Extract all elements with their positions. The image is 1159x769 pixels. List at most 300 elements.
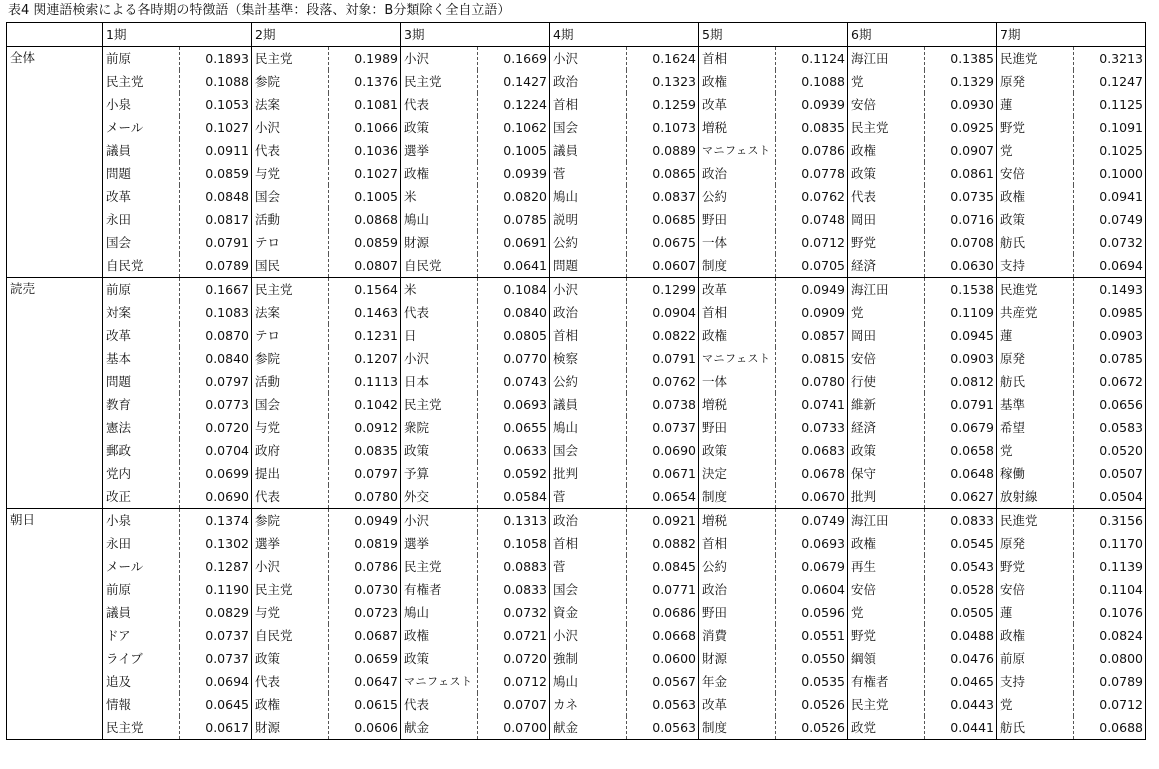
score-cell: 0.0941 bbox=[1074, 185, 1146, 208]
score-cell: 0.0770 bbox=[478, 347, 550, 370]
score-cell: 0.1564 bbox=[329, 278, 401, 302]
word-cell: テロ bbox=[252, 324, 329, 347]
score-cell: 0.1190 bbox=[180, 578, 252, 601]
word-cell: 自民党 bbox=[401, 254, 478, 278]
word-cell: 憲法 bbox=[103, 416, 180, 439]
score-cell: 0.0716 bbox=[925, 208, 997, 231]
score-cell: 0.0949 bbox=[776, 278, 848, 302]
table-row bbox=[7, 416, 1146, 439]
score-cell: 0.0807 bbox=[329, 254, 401, 278]
score-cell: 0.0820 bbox=[478, 185, 550, 208]
word-cell: 代表 bbox=[252, 485, 329, 509]
word-cell: 政党 bbox=[848, 716, 925, 740]
score-cell: 0.0780 bbox=[776, 370, 848, 393]
word-cell: 希望 bbox=[997, 416, 1074, 439]
score-cell: 0.0688 bbox=[1074, 716, 1146, 740]
score-cell: 0.1989 bbox=[329, 47, 401, 71]
word-cell: 党 bbox=[848, 301, 925, 324]
score-cell: 0.0848 bbox=[180, 185, 252, 208]
score-cell: 0.0507 bbox=[1074, 462, 1146, 485]
score-cell: 0.1113 bbox=[329, 370, 401, 393]
score-cell: 0.0615 bbox=[329, 693, 401, 716]
word-cell: 増税 bbox=[699, 393, 776, 416]
word-cell: 政治 bbox=[699, 162, 776, 185]
word-cell: 与党 bbox=[252, 162, 329, 185]
score-cell: 0.0859 bbox=[329, 231, 401, 254]
score-cell: 0.0704 bbox=[180, 439, 252, 462]
score-cell: 0.0904 bbox=[627, 301, 699, 324]
score-cell: 0.0749 bbox=[1074, 208, 1146, 231]
score-cell: 0.0668 bbox=[627, 624, 699, 647]
score-cell: 0.1000 bbox=[1074, 162, 1146, 185]
word-cell: 共産党 bbox=[997, 301, 1074, 324]
word-cell: 前原 bbox=[103, 47, 180, 71]
score-cell: 0.0647 bbox=[329, 670, 401, 693]
score-cell: 0.0824 bbox=[1074, 624, 1146, 647]
score-cell: 0.0815 bbox=[776, 347, 848, 370]
score-cell: 0.1376 bbox=[329, 70, 401, 93]
score-cell: 0.1463 bbox=[329, 301, 401, 324]
table-row bbox=[7, 670, 1146, 693]
score-cell: 0.0780 bbox=[329, 485, 401, 509]
word-cell: 議員 bbox=[103, 601, 180, 624]
word-cell: 一体 bbox=[699, 231, 776, 254]
word-cell: カネ bbox=[550, 693, 627, 716]
word-cell: 参院 bbox=[252, 70, 329, 93]
word-cell: 問題 bbox=[550, 254, 627, 278]
score-cell: 0.0930 bbox=[925, 93, 997, 116]
word-cell: 選挙 bbox=[401, 532, 478, 555]
word-cell: 民進党 bbox=[997, 509, 1074, 533]
word-cell: 献金 bbox=[550, 716, 627, 740]
score-cell: 0.0730 bbox=[329, 578, 401, 601]
score-cell: 0.0749 bbox=[776, 509, 848, 533]
word-cell: メール bbox=[103, 555, 180, 578]
word-cell: 政策 bbox=[401, 116, 478, 139]
word-cell: 公約 bbox=[550, 370, 627, 393]
score-cell: 0.1323 bbox=[627, 70, 699, 93]
score-cell: 0.0786 bbox=[329, 555, 401, 578]
word-cell: マニフェスト bbox=[699, 347, 776, 370]
score-cell: 0.0504 bbox=[1074, 485, 1146, 509]
word-cell: 政策 bbox=[252, 647, 329, 670]
score-cell: 0.0617 bbox=[180, 716, 252, 740]
score-cell: 0.0939 bbox=[478, 162, 550, 185]
word-cell: 小沢 bbox=[401, 509, 478, 533]
score-cell: 0.0868 bbox=[329, 208, 401, 231]
score-cell: 0.0707 bbox=[478, 693, 550, 716]
word-cell: 安倍 bbox=[848, 347, 925, 370]
score-cell: 0.0488 bbox=[925, 624, 997, 647]
table-row bbox=[7, 462, 1146, 485]
word-cell: 日本 bbox=[401, 370, 478, 393]
word-cell: 自民党 bbox=[252, 624, 329, 647]
word-cell: 民主党 bbox=[252, 278, 329, 302]
score-cell: 0.0737 bbox=[180, 647, 252, 670]
score-cell: 0.1124 bbox=[776, 47, 848, 71]
table-row bbox=[7, 254, 1146, 278]
score-cell: 0.0921 bbox=[627, 509, 699, 533]
header-period-4: 4期 bbox=[550, 23, 699, 47]
score-cell: 0.0679 bbox=[925, 416, 997, 439]
score-cell: 0.0700 bbox=[478, 716, 550, 740]
word-cell: 公約 bbox=[699, 555, 776, 578]
word-cell: 民主党 bbox=[103, 716, 180, 740]
header-period-7: 7期 bbox=[997, 23, 1146, 47]
score-cell: 0.0732 bbox=[478, 601, 550, 624]
table-row bbox=[7, 555, 1146, 578]
word-cell: 公約 bbox=[699, 185, 776, 208]
word-cell: 改革 bbox=[699, 693, 776, 716]
word-cell: 民主党 bbox=[401, 70, 478, 93]
score-cell: 0.0791 bbox=[627, 347, 699, 370]
score-cell: 0.0748 bbox=[776, 208, 848, 231]
word-cell: 永田 bbox=[103, 532, 180, 555]
word-cell: 舫氏 bbox=[997, 231, 1074, 254]
word-cell: 国会 bbox=[252, 393, 329, 416]
word-cell: 有権者 bbox=[848, 670, 925, 693]
score-cell: 0.3213 bbox=[1074, 47, 1146, 71]
table-row bbox=[7, 278, 1146, 302]
score-cell: 0.1299 bbox=[627, 278, 699, 302]
score-cell: 0.1081 bbox=[329, 93, 401, 116]
score-cell: 0.1025 bbox=[1074, 139, 1146, 162]
word-cell: 有権者 bbox=[401, 578, 478, 601]
word-cell: 政策 bbox=[401, 647, 478, 670]
score-cell: 0.0627 bbox=[925, 485, 997, 509]
word-cell: 選挙 bbox=[252, 532, 329, 555]
score-cell: 0.0797 bbox=[329, 462, 401, 485]
score-cell: 0.0526 bbox=[776, 693, 848, 716]
score-cell: 0.0672 bbox=[1074, 370, 1146, 393]
score-cell: 0.0567 bbox=[627, 670, 699, 693]
score-cell: 0.0771 bbox=[627, 578, 699, 601]
word-cell: 代表 bbox=[848, 185, 925, 208]
word-cell: 代表 bbox=[401, 693, 478, 716]
word-cell: 追及 bbox=[103, 670, 180, 693]
score-cell: 0.0600 bbox=[627, 647, 699, 670]
score-cell: 0.1042 bbox=[329, 393, 401, 416]
score-cell: 0.0833 bbox=[478, 578, 550, 601]
table-row bbox=[7, 485, 1146, 509]
word-cell: 党内 bbox=[103, 462, 180, 485]
score-cell: 0.0737 bbox=[627, 416, 699, 439]
word-cell: 経済 bbox=[848, 254, 925, 278]
word-cell: 党 bbox=[997, 139, 1074, 162]
word-cell: 小沢 bbox=[550, 624, 627, 647]
score-cell: 0.1624 bbox=[627, 47, 699, 71]
word-cell: 民主党 bbox=[252, 578, 329, 601]
score-cell: 0.0691 bbox=[478, 231, 550, 254]
score-cell: 0.0659 bbox=[329, 647, 401, 670]
word-cell: 鳩山 bbox=[550, 185, 627, 208]
word-cell: 消費 bbox=[699, 624, 776, 647]
word-cell: 原発 bbox=[997, 347, 1074, 370]
score-cell: 0.0645 bbox=[180, 693, 252, 716]
score-cell: 0.0563 bbox=[627, 693, 699, 716]
score-cell: 0.0812 bbox=[925, 370, 997, 393]
word-cell: 議員 bbox=[550, 393, 627, 416]
feature-word-table bbox=[6, 22, 1146, 740]
word-cell: 菅 bbox=[550, 162, 627, 185]
word-cell: 首相 bbox=[699, 301, 776, 324]
score-cell: 0.0708 bbox=[925, 231, 997, 254]
word-cell: 増税 bbox=[699, 509, 776, 533]
word-cell: 前原 bbox=[997, 647, 1074, 670]
word-cell: 支持 bbox=[997, 670, 1074, 693]
score-cell: 0.1066 bbox=[329, 116, 401, 139]
word-cell: 制度 bbox=[699, 254, 776, 278]
score-cell: 0.1083 bbox=[180, 301, 252, 324]
word-cell: 野田 bbox=[699, 601, 776, 624]
score-cell: 0.1125 bbox=[1074, 93, 1146, 116]
word-cell: 国会 bbox=[550, 116, 627, 139]
score-cell: 0.0837 bbox=[627, 185, 699, 208]
score-cell: 0.0785 bbox=[1074, 347, 1146, 370]
word-cell: 参院 bbox=[252, 347, 329, 370]
score-cell: 0.1084 bbox=[478, 278, 550, 302]
table-row bbox=[7, 347, 1146, 370]
table-row bbox=[7, 116, 1146, 139]
table-row bbox=[7, 624, 1146, 647]
word-cell: 安倍 bbox=[997, 578, 1074, 601]
word-cell: 政権 bbox=[401, 162, 478, 185]
score-cell: 0.0835 bbox=[329, 439, 401, 462]
word-cell: 資金 bbox=[550, 601, 627, 624]
score-cell: 0.0679 bbox=[776, 555, 848, 578]
score-cell: 0.0520 bbox=[1074, 439, 1146, 462]
word-cell: 教育 bbox=[103, 393, 180, 416]
word-cell: 安倍 bbox=[997, 162, 1074, 185]
word-cell: 鳩山 bbox=[550, 670, 627, 693]
score-cell: 0.0732 bbox=[1074, 231, 1146, 254]
score-cell: 0.0720 bbox=[180, 416, 252, 439]
word-cell: 外交 bbox=[401, 485, 478, 509]
header-period-2: 2期 bbox=[252, 23, 401, 47]
score-cell: 0.1493 bbox=[1074, 278, 1146, 302]
score-cell: 0.0563 bbox=[627, 716, 699, 740]
table-row bbox=[7, 324, 1146, 347]
word-cell: 稼働 bbox=[997, 462, 1074, 485]
header-period-5: 5期 bbox=[699, 23, 848, 47]
word-cell: 舫氏 bbox=[997, 370, 1074, 393]
score-cell: 0.0845 bbox=[627, 555, 699, 578]
word-cell: 日 bbox=[401, 324, 478, 347]
word-cell: 海江田 bbox=[848, 509, 925, 533]
score-cell: 0.1259 bbox=[627, 93, 699, 116]
table-row bbox=[7, 716, 1146, 740]
word-cell: 野田 bbox=[699, 208, 776, 231]
score-cell: 0.0670 bbox=[776, 485, 848, 509]
group-label: 全体 bbox=[7, 47, 103, 278]
table-row bbox=[7, 393, 1146, 416]
header-row bbox=[7, 23, 1146, 47]
word-cell: 国会 bbox=[550, 439, 627, 462]
word-cell: 政治 bbox=[550, 70, 627, 93]
score-cell: 0.0903 bbox=[925, 347, 997, 370]
word-cell: 米 bbox=[401, 278, 478, 302]
score-cell: 0.1091 bbox=[1074, 116, 1146, 139]
word-cell: 改革 bbox=[103, 324, 180, 347]
score-cell: 0.0712 bbox=[478, 670, 550, 693]
score-cell: 0.0604 bbox=[776, 578, 848, 601]
score-cell: 0.0785 bbox=[478, 208, 550, 231]
word-cell: 財源 bbox=[252, 716, 329, 740]
word-cell: 代表 bbox=[252, 670, 329, 693]
score-cell: 0.1073 bbox=[627, 116, 699, 139]
score-cell: 0.0786 bbox=[776, 139, 848, 162]
word-cell: 蓮 bbox=[997, 601, 1074, 624]
word-cell: 政府 bbox=[252, 439, 329, 462]
score-cell: 0.0690 bbox=[627, 439, 699, 462]
word-cell: 議員 bbox=[103, 139, 180, 162]
word-cell: 政権 bbox=[997, 185, 1074, 208]
word-cell: 財源 bbox=[401, 231, 478, 254]
word-cell: 米 bbox=[401, 185, 478, 208]
score-cell: 0.0822 bbox=[627, 324, 699, 347]
word-cell: 野党 bbox=[997, 116, 1074, 139]
score-cell: 0.0797 bbox=[180, 370, 252, 393]
word-cell: 郵政 bbox=[103, 439, 180, 462]
word-cell: 蓮 bbox=[997, 93, 1074, 116]
score-cell: 0.0543 bbox=[925, 555, 997, 578]
score-cell: 0.0762 bbox=[776, 185, 848, 208]
score-cell: 0.0882 bbox=[627, 532, 699, 555]
word-cell: 首相 bbox=[550, 93, 627, 116]
score-cell: 0.0583 bbox=[1074, 416, 1146, 439]
word-cell: 民主党 bbox=[103, 70, 180, 93]
score-cell: 0.0789 bbox=[180, 254, 252, 278]
score-cell: 0.0441 bbox=[925, 716, 997, 740]
score-cell: 0.0819 bbox=[329, 532, 401, 555]
score-cell: 0.1427 bbox=[478, 70, 550, 93]
score-cell: 0.0505 bbox=[925, 601, 997, 624]
table-row bbox=[7, 370, 1146, 393]
score-cell: 0.0791 bbox=[180, 231, 252, 254]
word-cell: 政策 bbox=[848, 439, 925, 462]
word-cell: 自民党 bbox=[103, 254, 180, 278]
score-cell: 0.0949 bbox=[329, 509, 401, 533]
word-cell: 民主党 bbox=[401, 393, 478, 416]
word-cell: 野党 bbox=[848, 231, 925, 254]
score-cell: 0.0693 bbox=[776, 532, 848, 555]
word-cell: 政策 bbox=[401, 439, 478, 462]
score-cell: 0.0789 bbox=[1074, 670, 1146, 693]
word-cell: 野党 bbox=[997, 555, 1074, 578]
word-cell: メール bbox=[103, 116, 180, 139]
score-cell: 0.0762 bbox=[627, 370, 699, 393]
word-cell: マニフェスト bbox=[699, 139, 776, 162]
score-cell: 0.0778 bbox=[776, 162, 848, 185]
word-cell: 保守 bbox=[848, 462, 925, 485]
score-cell: 0.0633 bbox=[478, 439, 550, 462]
word-cell: 改正 bbox=[103, 485, 180, 509]
header-corner bbox=[7, 23, 103, 47]
table-row bbox=[7, 139, 1146, 162]
score-cell: 0.1893 bbox=[180, 47, 252, 71]
score-cell: 0.0857 bbox=[776, 324, 848, 347]
table-row bbox=[7, 70, 1146, 93]
score-cell: 0.1247 bbox=[1074, 70, 1146, 93]
word-cell: 基準 bbox=[997, 393, 1074, 416]
score-cell: 0.0833 bbox=[925, 509, 997, 533]
word-cell: 安倍 bbox=[848, 93, 925, 116]
score-cell: 0.0705 bbox=[776, 254, 848, 278]
score-cell: 0.1329 bbox=[925, 70, 997, 93]
word-cell: 対案 bbox=[103, 301, 180, 324]
score-cell: 0.0630 bbox=[925, 254, 997, 278]
header-period-6: 6期 bbox=[848, 23, 997, 47]
score-cell: 0.1313 bbox=[478, 509, 550, 533]
word-cell: 政権 bbox=[848, 532, 925, 555]
word-cell: 改革 bbox=[103, 185, 180, 208]
word-cell: 議員 bbox=[550, 139, 627, 162]
word-cell: 活動 bbox=[252, 370, 329, 393]
word-cell: 民主党 bbox=[401, 555, 478, 578]
score-cell: 0.0551 bbox=[776, 624, 848, 647]
score-cell: 0.0545 bbox=[925, 532, 997, 555]
word-cell: 政策 bbox=[997, 208, 1074, 231]
word-cell: 菅 bbox=[550, 555, 627, 578]
group-label: 朝日 bbox=[7, 509, 103, 740]
word-cell: 法案 bbox=[252, 301, 329, 324]
table-row bbox=[7, 601, 1146, 624]
word-cell: 野党 bbox=[848, 624, 925, 647]
table-row bbox=[7, 47, 1146, 71]
table-row bbox=[7, 693, 1146, 716]
table-row bbox=[7, 532, 1146, 555]
word-cell: 首相 bbox=[699, 47, 776, 71]
score-cell: 0.0721 bbox=[478, 624, 550, 647]
table-row bbox=[7, 439, 1146, 462]
score-cell: 0.1109 bbox=[925, 301, 997, 324]
word-cell: 維新 bbox=[848, 393, 925, 416]
word-cell: 舫氏 bbox=[997, 716, 1074, 740]
word-cell: 政権 bbox=[699, 324, 776, 347]
score-cell: 0.0911 bbox=[180, 139, 252, 162]
word-cell: 党 bbox=[848, 601, 925, 624]
word-cell: 一体 bbox=[699, 370, 776, 393]
word-cell: 説明 bbox=[550, 208, 627, 231]
word-cell: 小泉 bbox=[103, 93, 180, 116]
score-cell: 0.0889 bbox=[627, 139, 699, 162]
score-cell: 0.0835 bbox=[776, 116, 848, 139]
word-cell: 代表 bbox=[401, 93, 478, 116]
score-cell: 0.0658 bbox=[925, 439, 997, 462]
score-cell: 0.0733 bbox=[776, 416, 848, 439]
score-cell: 0.1385 bbox=[925, 47, 997, 71]
table-row bbox=[7, 231, 1146, 254]
score-cell: 0.0743 bbox=[478, 370, 550, 393]
score-cell: 0.1669 bbox=[478, 47, 550, 71]
word-cell: ドア bbox=[103, 624, 180, 647]
score-cell: 0.1036 bbox=[329, 139, 401, 162]
score-cell: 0.1076 bbox=[1074, 601, 1146, 624]
score-cell: 0.0912 bbox=[329, 416, 401, 439]
word-cell: 衆院 bbox=[401, 416, 478, 439]
score-cell: 0.0859 bbox=[180, 162, 252, 185]
word-cell: 党 bbox=[997, 693, 1074, 716]
table-row bbox=[7, 647, 1146, 670]
score-cell: 0.1053 bbox=[180, 93, 252, 116]
score-cell: 0.0654 bbox=[627, 485, 699, 509]
score-cell: 0.0840 bbox=[478, 301, 550, 324]
word-cell: 政権 bbox=[252, 693, 329, 716]
score-cell: 0.0606 bbox=[329, 716, 401, 740]
score-cell: 0.1027 bbox=[329, 162, 401, 185]
word-cell: 公約 bbox=[550, 231, 627, 254]
score-cell: 0.1224 bbox=[478, 93, 550, 116]
